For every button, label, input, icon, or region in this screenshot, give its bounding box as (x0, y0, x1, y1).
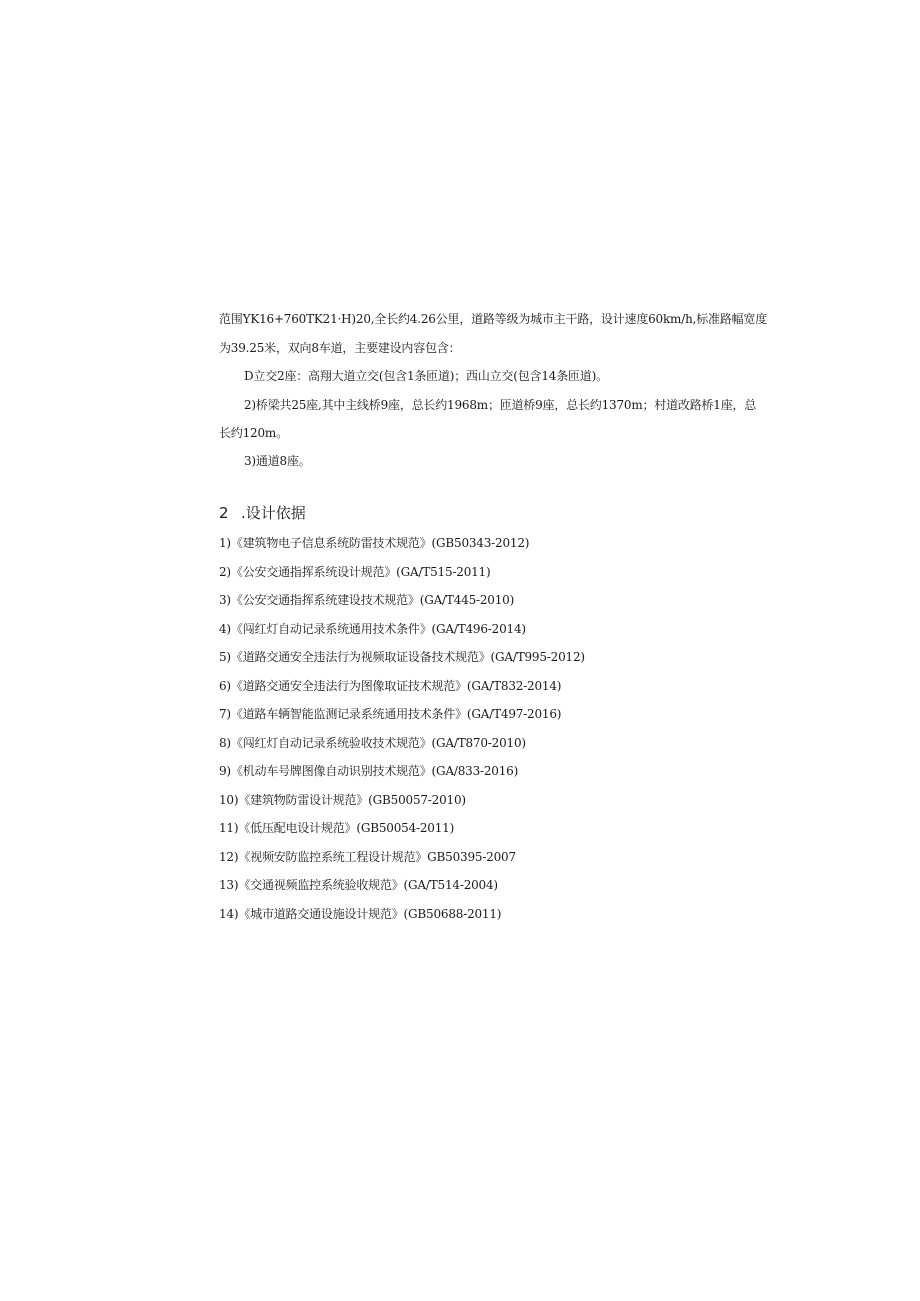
intro-item-3: 3)通道8座。 (244, 454, 311, 468)
reference-item: 4)《闯红灯自动记录系统通用技术条件》(GA/T496-2014) (219, 622, 526, 636)
reference-item: 6)《道路交通安全违法行为图像取证技术规范》(GA/T832-2014) (219, 679, 562, 693)
reference-item: 2)《公安交通指挥系统设计规范》(GA/T515-2011) (219, 565, 491, 579)
reference-item: 9)《机动车号牌图像自动识别技术规范》(GA/833-2016) (219, 764, 519, 778)
intro-item-2-line-2: 长约120m。 (219, 426, 288, 440)
section-heading (219, 503, 306, 523)
intro-item-1: D立交2座：高翔大道立交(包含1条匝道)；西山立交(包含14条匝道)。 (244, 369, 608, 383)
reference-item: 11)《低压配电设计规范》(GB50054-2011) (219, 821, 455, 835)
intro-paragraph-line-1: 范围YK16+760TK21·H)20,全长约4.26公里，道路等级为城市主干路，设计速度60km/h,标准路幅宽度 (219, 312, 768, 326)
section-title: .设计依据 (241, 504, 306, 522)
reference-item: 8)《闯红灯自动记录系统验收技术规范》(GA/T870-2010) (219, 736, 526, 750)
reference-item: 5)《道路交通安全违法行为视频取证设备技术规范》(GA/T995-2012) (219, 650, 585, 664)
intro-paragraph-line-2: 为39.25米，双向8车道，主要建设内容包含： (219, 341, 461, 355)
reference-item: 10)《建筑物防雷设计规范》(GB50057-2010) (219, 793, 466, 807)
reference-item: 1)《建筑物电子信息系统防雷技术规范》(GB50343-2012) (219, 536, 530, 550)
intro-item-2-line-1: 2)桥梁共25座,其中主线桥9座，总长约1968m；匝道桥9座，总长约1370m；村道改路桥1座，总 (244, 398, 757, 412)
reference-item: 13)《交通视频监控系统验收规范》(GA/T514-2004) (219, 878, 498, 892)
reference-item: 12)《视频安防监控系统工程设计规范》GB50395-2007 (219, 850, 516, 864)
reference-item: 7)《道路车辆智能监测记录系统通用技术条件》(GA/T497-2016) (219, 707, 562, 721)
reference-item: 14)《城市道路交通设施设计规范》(GB50688-2011) (219, 907, 502, 921)
section-number: 2 (219, 504, 229, 522)
reference-item: 3)《公安交通指挥系统建设技术规范》(GA/T445-2010) (219, 593, 515, 607)
